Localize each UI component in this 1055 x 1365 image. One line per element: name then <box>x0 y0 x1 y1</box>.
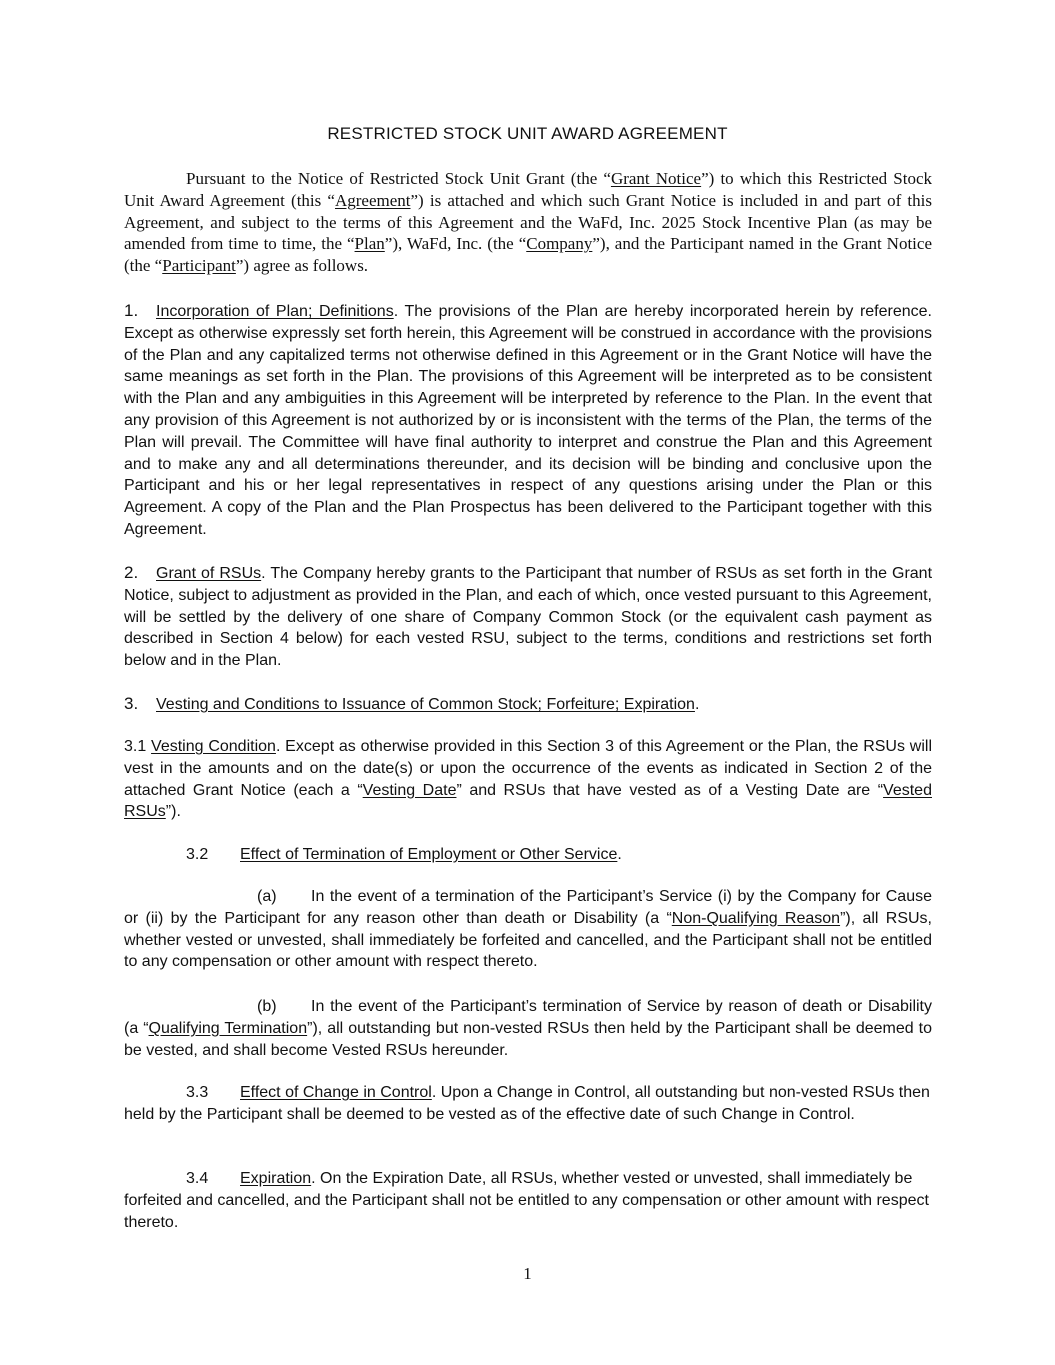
section-2-heading: Grant of RSUs <box>156 565 262 582</box>
intro-text-5: ”), and the Participant named in the Grant Notice (the “ <box>124 234 932 276</box>
defined-term-vested-rsus: Vested RSUs <box>124 781 932 821</box>
section-3-4-heading: Expiration <box>240 1170 312 1187</box>
section-3-2-end: . <box>617 846 622 863</box>
section-1-body: . The provisions of the Plan are hereby incorporated herein by reference. Except as otherwise expressly set forth herein, this Agreement will be construed in accordance with the provisions of the Plan and any capitalized terms not otherwise defined in this Agreement or in the Grant Notice will have the same meanings as set forth in the Plan. The provisions of this Agreement will be interpreted as to be consistent with the Plan and any ambiguities in this Agreement will be interpreted by reference to the Plan. In the event that any provision of this Agreement is not authorized by or is inconsistent with the terms of the Plan, the terms of the Plan will prevail. The Committee will have final authority to interpret and construe the Plan and this Agreement and to make any and all determinations thereunder, and its decision will be binding and conclusive upon the Participant and his or her legal representatives in respect of any questions arising under the Plan or this Agreement. A copy of the Plan and the Plan Prospectus has been delivered to the Participant together with this Agreement. <box>124 303 932 538</box>
intro-text-4: ”), WaFd, Inc. (the “ <box>384 234 527 254</box>
section-1-number: 1. <box>124 301 139 320</box>
section-2 <box>124 562 932 672</box>
section-3-4-number: 3.4 <box>186 1170 209 1187</box>
defined-term-non-qualifying-reason: Non-Qualifying Reason <box>671 909 841 927</box>
section-3-1-text-2: ” and RSUs that have vested as of a Vesting Date are “ <box>456 781 884 799</box>
section-3-3-body: . Upon a Change in Control, all outstanding but non-vested RSUs then held by the Participant shall be deemed to be vested as of the effective date of such Change in Control. <box>124 1084 930 1123</box>
defined-term-qualifying-termination: Qualifying Termination <box>148 1019 308 1037</box>
section-2-body: . The Company hereby grants to the Participant that number of RSUs as set forth in the Grant Notice, subject to adjustment as provided in the Plan, and each of which, once vested pursuant to this Agreement, will be settled by the delivery of one share of Company Common Stock (or the equivalent cash payment as described in Section 4 below) for each vested RSU, subject to the terms, conditions and restrictions set forth below and in the Plan. <box>124 565 933 670</box>
section-3-2-a-text-1: In the event of a termination of the Participant’s Service (i) by the Company for Cause or (ii) by the Participant for any reason other than death or Disability (a “ <box>124 888 932 927</box>
section-3-2-heading: Effect of Termination of Employment or Other Service <box>240 846 618 863</box>
defined-term-agreement: Agreement <box>334 190 411 210</box>
section-3-2-a-text-2: ”), all RSUs, whether vested or unvested, shall immediately be forfeited and cancelled, and the Participant shall not be entitled to any compensation or other amount with respect thereto. <box>124 909 933 971</box>
section-3-1-text-1: . Except as otherwise provided in this Section 3 of this Agreement or the Plan, the RSUs will vest in the amounts and on the date(s) or upon the occurrence of the events as indicated in Section 2 of the attached Grant Notice (each a “ <box>124 738 932 799</box>
intro-text-2: ”) to which this Restricted Stock Unit Award Agreement (this “ <box>124 169 932 210</box>
defined-term-plan: Plan <box>354 234 385 254</box>
intro-paragraph <box>124 168 932 277</box>
intro-text-6: ”) agree as follows. <box>235 256 369 276</box>
section-3 <box>124 693 932 716</box>
section-3-1-text-3: ”). <box>165 803 181 821</box>
section-3-2-number: 3.2 <box>186 846 209 863</box>
section-3-heading: Vesting and Conditions to Issuance of Common Stock; Forfeiture; Expiration <box>156 696 695 713</box>
section-3-2-a <box>124 886 932 973</box>
defined-term-vesting-date: Vesting Date <box>362 781 457 799</box>
section-3-4-body: . On the Expiration Date, all RSUs, whether vested or unvested, shall immediately be forfeited and cancelled, and the Participant shall not be entitled to any compensation or other amount with respect thereto. <box>124 1170 929 1231</box>
section-3-2 <box>124 844 932 866</box>
section-3-3-heading: Effect of Change in Control <box>240 1084 432 1101</box>
section-3-end: . <box>694 696 700 713</box>
section-3-3 <box>124 1082 932 1126</box>
page-number: 1 <box>523 1264 532 1283</box>
defined-term-company: Company <box>526 234 593 254</box>
section-1 <box>124 300 932 541</box>
section-3-number: 3. <box>124 694 139 713</box>
section-3-2-b-text-2: ”), all outstanding but non-vested RSUs then held by the Participant shall be deemed to be vested, and shall become Vested RSUs hereunder. <box>124 1019 932 1059</box>
intro-text-3: ”) is attached and which such Grant Notice is included in and part of this Agreement, and subject to the terms of this Agreement and the WaFd, Inc. 2025 Stock Incentive Plan (as may be amended from time to time, the “ <box>124 190 932 254</box>
section-3-1 <box>124 736 932 823</box>
document-title: RESTRICTED STOCK UNIT AWARD AGREEMENT <box>327 124 728 143</box>
section-3-1-heading: Vesting Condition <box>151 738 276 755</box>
section-3-2-b <box>124 996 932 1061</box>
section-2-number: 2. <box>124 563 139 582</box>
section-3-2-b-text-1: In the event of the Participant’s termination of Service by reason of death or Disability (a “ <box>124 998 932 1037</box>
section-3-2-a-marker: (a) <box>257 888 277 905</box>
defined-term-participant: Participant <box>162 256 236 276</box>
intro-text-1: Pursuant to the Notice of Restricted Stock Unit Grant (the “ <box>186 169 611 188</box>
section-3-3-number: 3.3 <box>186 1084 209 1101</box>
defined-term-grant-notice: Grant Notice <box>610 169 702 188</box>
section-1-heading: Incorporation of Plan; Definitions <box>156 303 394 320</box>
section-3-1-number: 3.1 <box>124 738 147 755</box>
section-3-2-b-marker: (b) <box>257 998 277 1015</box>
section-3-4 <box>124 1168 932 1233</box>
